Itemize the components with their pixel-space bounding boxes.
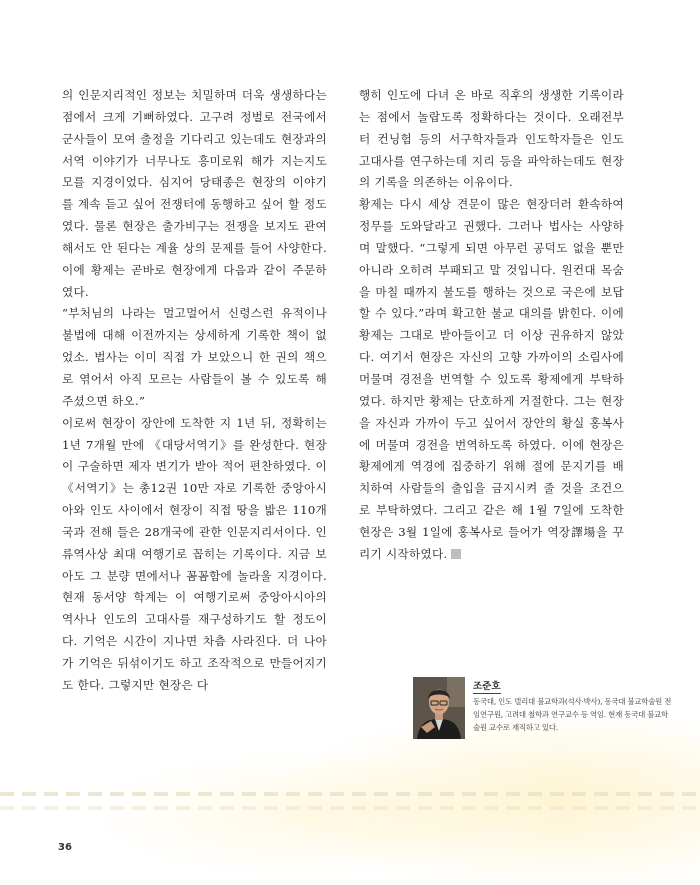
end-of-article-icon [451,549,461,559]
article-left-column [62,85,327,697]
author-bio: 동국대, 인도 델리대 불교학과(석사·박사), 동국대 불교학술원 전임연구원, 고려대 철학과 연구교수 등 역임. 현재 동국대 불교학술원 교수로 재직하고 있다. [473,697,672,732]
article-right-column [359,85,624,566]
paragraph-text: 황제는 다시 세상 견문이 많은 현장더러 환속하여 정무를 도와달라고 권했다. 그러나 법사는 사양하며 말했다. “그렇게 되면 아무런 공덕도 없을 뿐만 아니라 오히려 부패되고 말 것입니다. 원컨대 목숨을 마칠 때까지 불도를 행하는 것으로 국은에 보답할 수 있다.”라며 확고한 불교 대의를 밝힌다. 이에 황제는 그대로 받아들이고 더 이상 권유하지 않았다. 여기서 현장은 자신의 고향 가까이의 소림사에 머물며 경전을 번역할 수 있도록 황제에게 부탁하였다. 하지만 황제는 단호하게 거절한다. 그는 현장을 자신과 가까이 두고 싶어서 장안의 황실 홍복사에 머물며 경전을 번역하도록 하였다. 이에 현장은 황제에게 역경에 집중하기 위해 절에 문지기를 배치하여 사람들의 출입을 금지시켜 줄 것을 조건으로 부탁하였다. 그리고 같은 해 1월 7일에 도착한 현장은 3월 1일에 홍복사로 들어가 역장譯場을 꾸리기 시작하였다. [359,197,624,561]
author-photo [413,677,465,739]
paragraph [359,194,624,565]
paragraph: “부처님의 나라는 멀고멀어서 신령스런 유적이나 불법에 대해 이전까지는 상세하게 기록한 책이 없었소. 법사는 이미 직접 가 보았으니 한 권의 책으로 엮어서 아직 모르는 사람들이 볼 수 있도록 해 주셨으면 하오.” [62,306,327,408]
decorative-stripe [0,792,700,796]
paragraph: 의 인문지리적인 정보는 치밀하며 더욱 생생하다는 점에서 크게 기뻐하였다. 고구려 정벌로 전국에서 군사들이 모여 출정을 기다리고 있는데도 현장과의 서역 이야기가 너무나도 흥미로워 해가 지는지도 모를 지경이었다. 심지어 당태종은 현장의 이야기를 계속 듣고 싶어 전쟁터에 동행하고 싶어 할 정도였다. 물론 현장은 출가비구는 전쟁을 보지도 관여해서도 안 된다는 계율 상의 문제를 들어 사양한다. 이에 황제는 곧바로 현장에게 다음과 같이 주문하였다. [62,88,327,299]
decorative-stripe [0,806,700,810]
page-number: 36 [58,842,72,853]
paragraph: 이로써 현장이 장안에 도착한 지 1년 뒤, 정확히는 1년 7개월 만에 《대당서역기》를 완성한다. 현장이 구술하면 제자 변기가 받아 적어 편찬하였다. 이 《서역기》는 총12권 10만 자로 기록한 중앙아시아와 인도 사이에서 현장이 직접 땅을 밟은 110개국과 전해 들은 28개국에 관한 인문지리서이다. 인류역사상 최대 여행기로 꼽히는 기록이다. 지금 보아도 그 분량 면에서나 꼼꼼함에 놀라울 지경이다. 현재 동서양 학계는 이 여행기로써 중앙아시아의 역사나 인도의 고대사를 재구성하기도 할 정도이다. 기억은 시간이 지나면 차츰 사라진다. 더 나아가 기억은 뒤섞이기도 하고 조작적으로 만들어지기도 한다. 그렇지만 현장은 다 [62,415,327,692]
author-name: 조준호 [473,678,501,694]
paragraph: 행히 인도에 다녀 온 바로 직후의 생생한 기록이라는 점에서 놀랍도록 정확하다는 것이다. 오래전부터 컨닝험 등의 서구학자들과 인도학자들은 인도 고대사를 연구하는데 지리 등을 파악하는데도 현장의 기록을 의존하는 이유이다. [359,88,624,190]
